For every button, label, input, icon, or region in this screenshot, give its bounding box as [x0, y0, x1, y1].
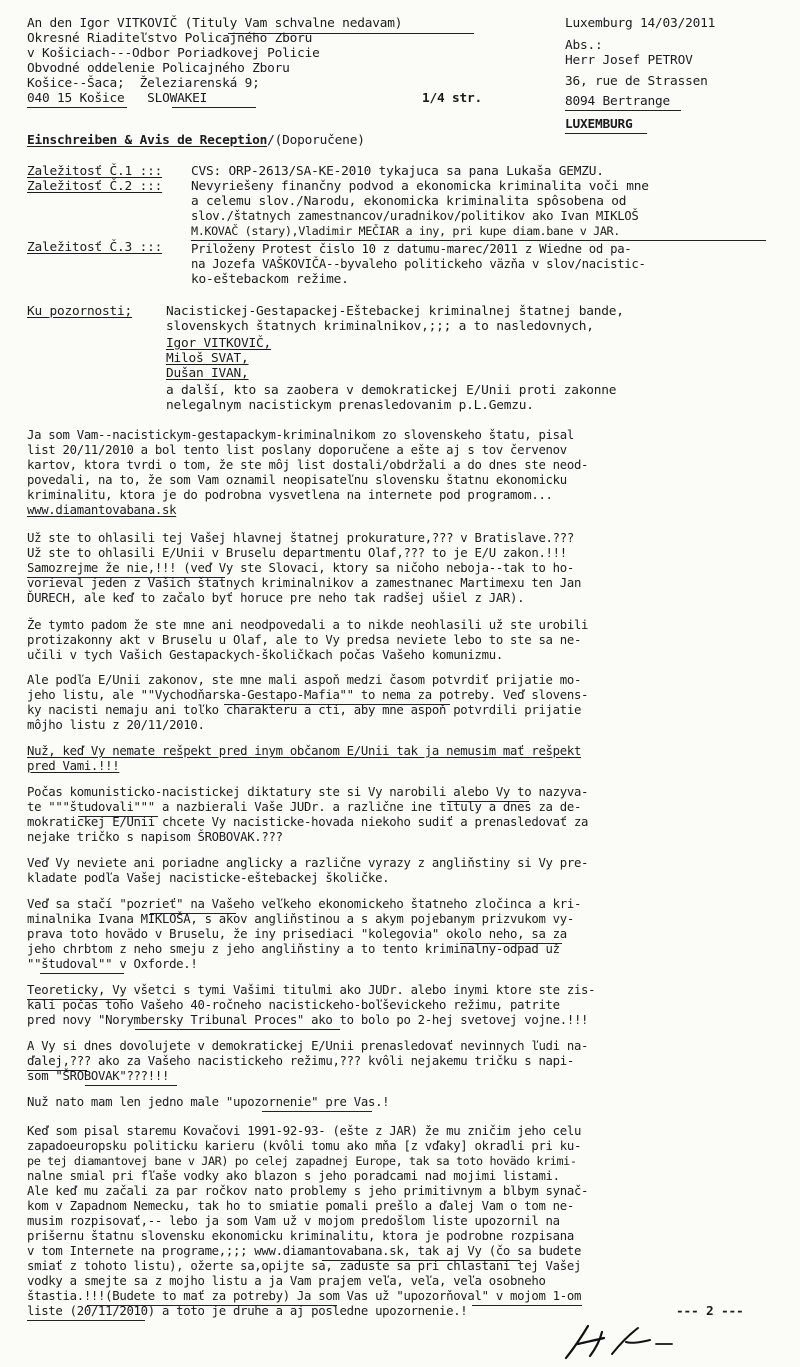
matter-line-7: na Jozefa VAŠKOVIČA--byvaleho politickeho väzňa v slov/nacistic-	[191, 257, 646, 271]
sender-name: Herr Josef PETROV	[565, 53, 693, 68]
p12-line-5: Ale keď mu začali za par ročkov nato problemy s jeho primitivnym a blbym synač-	[27, 1184, 589, 1198]
p1-line-6: www.diamantovabana.sk	[27, 503, 177, 517]
p4-line-2: jeho listu, ale ""Vychodňarska-Gestapo-Mafia"" to nema za potreby. Veď slovens-	[27, 688, 589, 702]
matter-line-6: Priloženy Protest čislo 10 z datumu-marec/2011 z Wiedne od pa-	[191, 242, 632, 256]
p2-line-4: vorieval jeden z Vašich štatnych kriminalnikov a zamestnanec Martimexu ten Jan	[27, 576, 582, 590]
p3-line-3: učili v tych Vašich Gestapackych-školičkach počas Vašeho komunizmu.	[27, 648, 503, 662]
p12-line-7: musim rozpisovať,-- lebo ja som Vam už v mojom predošlom liste upozornil na	[27, 1214, 560, 1228]
next-page-marker: --- 2 ---	[676, 1304, 744, 1319]
recipient-line-2: Okresné Riaditeľstvo Policajného Zboru	[27, 31, 313, 46]
p6-line-3: mokratickej E/Unii chcete Vy nacisticke-hovada niekoho sudiť a prenasledovať za	[27, 815, 589, 829]
matter-line-2: Nevyriešeny finančny podvod a ekonomicka kriminalita voči mne	[191, 179, 649, 194]
recipient-line-3: v Košiciach---Odbor Poriadkovej Policie	[27, 46, 320, 61]
matter-label-2: Zaležitosť Č.2 :::	[27, 179, 163, 194]
underline-city	[27, 107, 127, 108]
p1-line-2: list 20/11/2010 a bol tento list poslany doporučene a ešte aj s tov červenov	[27, 443, 567, 457]
recipient-line-6: 040 15 Košice SLOWAKEI	[27, 91, 208, 106]
p2-line-2: Už ste to ohlasili E/Unii v Bruselu departmentu Olaf,??? to je E/U zakon.!!!	[27, 546, 567, 560]
registered-sub: /(Doporučene)	[267, 133, 365, 148]
p5-line-2: pred Vami.!!!	[27, 759, 120, 773]
p12-line-2: zapadoeuropsku politicku karieru (kvôli tomu ako mňa [z vďaky] okradli pri ku-	[27, 1139, 582, 1153]
matter-line-8: ko-eštebackom režime.	[191, 272, 349, 287]
p12-line-9: v tom Internete na programe,;;; www.diamantovabana.sk, tak aj Vy (čo sa budete	[27, 1244, 582, 1258]
p2-line-1: Už ste to ohlasili tej Vašej hlavnej štatnej prokurature,??? v Bratislave.???	[27, 531, 574, 545]
matter-line-4: slov./štatnych zamestnancov/uradnikov/politikov ako Ivan MIKLOŠ	[191, 209, 639, 223]
sender-country: LUXEMBURG	[565, 117, 633, 132]
attention-name-3: Dušan IVAN,	[166, 366, 249, 381]
p1-line-4: povedali, na to, že som Vam oznamil neopisateľnu slovensku štatnu ekonomicku	[27, 473, 567, 487]
handwritten-signature-icon	[560, 1318, 690, 1362]
underline-sender-country	[565, 133, 647, 134]
underline-tribunal	[135, 1029, 340, 1030]
p12-line-13: liste (20/11/2010) a toto je druhe a aj posledne upozornenie.!	[27, 1304, 468, 1318]
matter-line-5: M.KOVAČ (stary),Vladimir MEČIAR a iny, pri kupe diam.bane v JAR.	[191, 224, 620, 238]
p7-line-1: Veď Vy neviete ani poriadne anglicky a različne vyrazy z angliňstiny si Vy pre-	[27, 856, 589, 870]
p1-line-5: kriminalitu, ktora je do podrobna vysvetlena na internete pod programom...	[27, 488, 553, 502]
p6-line-2: te """študovali""" a nazbierali Vaše JUDr. a različne ine tituly a dnes za de-	[27, 800, 582, 814]
p9-line-1: Teoreticky, Vy všetci s tymi Vašimi titulmi ako JUDr. alebo inymi ktore ste zis-	[27, 983, 596, 997]
p9-line-3: pred novy "Norymbersky Tribunal Proces" ako to bolo po 2-hej svetovej vojne.!!!	[27, 1013, 589, 1027]
p8-line-4: jeho chrbtom z neho smeju z jeho angliňstiny a to tento kriminalny-odpad už	[27, 942, 560, 956]
p12-line-3: pe tej diamantovej bane v JAR) po celej zapadnej Europe, tak sa toto hovädo krimi-	[27, 1154, 577, 1168]
registered-main: Einschreiben & Avis de Reception	[27, 133, 268, 148]
p11-line-1: Nuž nato mam len jedno male "upozornenie" pre Vas.!	[27, 1095, 390, 1109]
p4-line-1: Ale podľa E/Unii zakonov, ste mne mali aspoň medzi časom potvrdiť prijatie mo-	[27, 673, 582, 687]
p7-line-2: kladate podľa Vašej nacisticke-eštebackej školičke.	[27, 871, 390, 885]
sender-date: Luxemburg 14/03/2011	[565, 16, 716, 31]
p10-line-3: som "ŠROBOVAK"???!!!	[27, 1069, 170, 1083]
sender-abs: Abs.:	[565, 38, 603, 53]
p6-line-4: nejake tričko s napisom ŠROBOVAK.???	[27, 830, 283, 844]
attention-line-7: nelegalnym nacistickym prenasledovanim p.L.Gemzu.	[166, 398, 534, 413]
p2-line-5: ĎURECH, ale keď to začalo byť horuce pre neho tak radšej ušiel z JAR).	[27, 591, 525, 605]
p1-line-3: kartov, ktora tvrdi o tom, že ste môj list dostali/obdržali a do dnes ste neod-	[27, 458, 589, 472]
attention-name-2: Miloš SVAT,	[166, 351, 249, 366]
underline-upozornoval	[472, 1305, 582, 1306]
p12-line-8: prišernu štatnu slovensku ekonomicku kriminalitu, ktora je podrobne rozpisana	[27, 1229, 574, 1243]
underline-sender-city	[565, 110, 681, 111]
p9-line-2: kali počas toho Vašeho 40-ročneho nacistickeho-boľševickeho režimu, patrite	[27, 998, 560, 1012]
matter-divider	[191, 240, 766, 241]
matter-line-1: CVS: ORP-2613/SA-KE-2010 tykajuca sa pana Lukaša GEMZU.	[191, 164, 604, 179]
underline-date	[27, 1320, 145, 1321]
p2-line-3: Samozrejme že nie,!!! (veď Vy ste Slovaci, ktory sa ničoho neboja--tak to ho-	[27, 561, 574, 575]
p12-line-11: vodky a smejte sa z mojho listu a ja Vam prajem veľa, veľa, veľa osobneho	[27, 1274, 546, 1288]
p3-line-1: Že tymto padom že ste mne ani neodpovedali a to nikde neohlasili už ste urobili	[27, 618, 589, 632]
p8-line-2: minalnika Ivana MIKLOŠA, s akov angliňstinou a s akym pojebanym prizvukom vy-	[27, 912, 574, 926]
page-marker: 1/4 str.	[422, 91, 483, 106]
recipient-line-4: Obvodné oddelenie Policajného Zboru	[27, 61, 290, 76]
attention-line-2: slovenskych štatnych kriminalnikov,;;; a to nasledovnych,	[166, 319, 594, 334]
p8-line-5: ""študoval"" v Oxforde.!	[27, 957, 198, 971]
p12-line-6: kom v Zapadnom Nemecku, tak ho to smiatie pomali prešlo a ďalej Vam o tom ne-	[27, 1199, 574, 1213]
p4-line-4: môjho listu z 20/11/2010.	[27, 718, 205, 732]
underline-srobovak	[85, 1085, 177, 1086]
underline-country	[172, 107, 256, 108]
p10-line-2: ďalej,??? ako za Vašeho nacistickeho režimu,??? kvôli nejakemu tričku s napi-	[27, 1054, 574, 1068]
sender-street: 36, rue de Strassen	[565, 74, 708, 89]
attention-label: Ku pozornosti;	[27, 304, 133, 319]
p8-line-3: prava toto hovädo v Bruselu, že iny prisediaci "kolegovia" okolo neho, sa za	[27, 927, 567, 941]
p6-line-1: Počas komunisticko-nacistickej diktatury ste si Vy narobili alebo Vy to nazyva-	[27, 785, 589, 799]
recipient-line-5: Košice--Šaca; Železiarenská 9;	[27, 76, 260, 91]
p1-line-1: Ja som Vam--nacistickym-gestapackym-kriminalnikom zo slovenskeho štatu, pisal	[27, 428, 574, 442]
p12-line-1: Keď som pisal staremu Kovačovi 1991-92-93- (ešte z JAR) že mu zničim jeho celu	[27, 1124, 582, 1138]
attention-line-1: Nacistickej-Gestapackej-Eštebackej kriminalnej štatnej bande,	[166, 304, 624, 319]
p5-line-1: Nuž, keď Vy nemate rešpekt pred inym občanom E/Unii tak ja nemusim mať rešpekt	[27, 744, 582, 758]
p12-line-4: nalne smial pri fľaše vodky ako blazon s jeho poradcami nad mojimi listami.	[27, 1169, 560, 1183]
p3-line-2: protizakonny akt v Bruselu u Olaf, ale to Vy predsa neviete lebo to ste sa ne-	[27, 633, 582, 647]
p8-line-1: Veď sa stačí "pozrieť" na Vašeho veľkeho ekonomickeho štatneho zločinca a kri-	[27, 897, 582, 911]
recipient-line-1: An den Igor VITKOVIČ (Tituly Vam schvalne nedavam)	[27, 16, 403, 31]
p4-line-3: ky nacisti nemaju ani toľko charakteru a cti, aby mne aspoň potvrdili prijatie	[27, 703, 582, 717]
p12-line-12: štastia.!!!(Budete to mať za potreby) Ja som Vas už "upozorňoval" v mojom 1-om	[27, 1289, 582, 1303]
underline-upozornenie	[262, 1111, 372, 1112]
attention-line-6: a další, kto sa zaobera v demokratickej E/Unii proti zakonne	[166, 383, 617, 398]
sender-city: 8094 Bertrange	[565, 94, 671, 109]
attention-name-1: Igor VITKOVIČ,	[166, 336, 272, 351]
registered-line	[27, 133, 365, 148]
underline-studoval	[40, 973, 124, 974]
p12-line-10: smiať z tohoto listu), ožerte sa,opijte sa, zaduste sa pri chlastani tej Vašej	[27, 1259, 582, 1273]
matter-label-1: Zaležitosť Č.1 :::	[27, 164, 163, 179]
matter-label-3: Zaležitosť Č.3 :::	[27, 240, 163, 255]
matter-line-3: a celemu slov./Narodu, ekonomicka kriminalita spôsobena od	[191, 194, 627, 209]
p10-line-1: A Vy si dnes dovolujete v demokratickej E/Unii prenasledovať nevinnych ľudi na-	[27, 1039, 589, 1053]
